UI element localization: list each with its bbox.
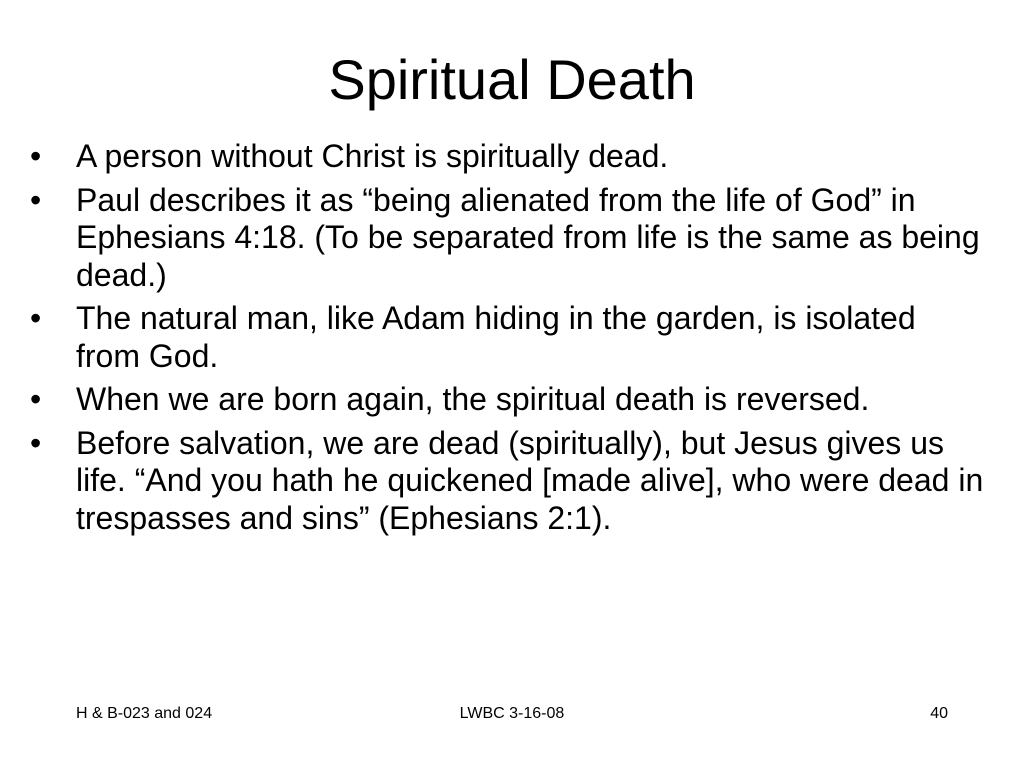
- bullet-icon: •: [30, 181, 42, 218]
- bullet-item: [28, 138, 988, 176]
- slide-title: Spiritual Death: [328, 48, 696, 111]
- bullet-item: [28, 425, 988, 538]
- bullet-item: [28, 381, 988, 419]
- bullet-icon: •: [30, 424, 42, 461]
- bullet-item: [28, 300, 988, 375]
- footer-source: H & B-023 and 024: [76, 705, 213, 722]
- footer-date: LWBC 3-16-08: [459, 705, 565, 722]
- footer-slide-number: 40: [930, 705, 948, 722]
- bullet-text: A person without Christ is spiritually dead.: [76, 138, 669, 174]
- bullet-icon: •: [30, 381, 42, 417]
- bullet-text: Paul describes it as “being alienated from the life of God” in Ephesians 4:18. (To be separated from life is the same as being dead.): [76, 181, 980, 293]
- bullet-item: [28, 182, 988, 295]
- bullet-icon: •: [30, 138, 42, 174]
- bullet-list: [28, 138, 988, 543]
- bullet-text: Before salvation, we are dead (spiritually), but Jesus gives us life. “And you hath he quickened [made alive], who were dead in trespasses and sins” (Ephesians 2:1).: [76, 424, 984, 536]
- bullet-text: The natural man, like Adam hiding in the garden, is isolated from God.: [76, 300, 916, 374]
- bullet-text: When we are born again, the spiritual death is reversed.: [76, 381, 870, 417]
- bullet-icon: •: [30, 300, 42, 336]
